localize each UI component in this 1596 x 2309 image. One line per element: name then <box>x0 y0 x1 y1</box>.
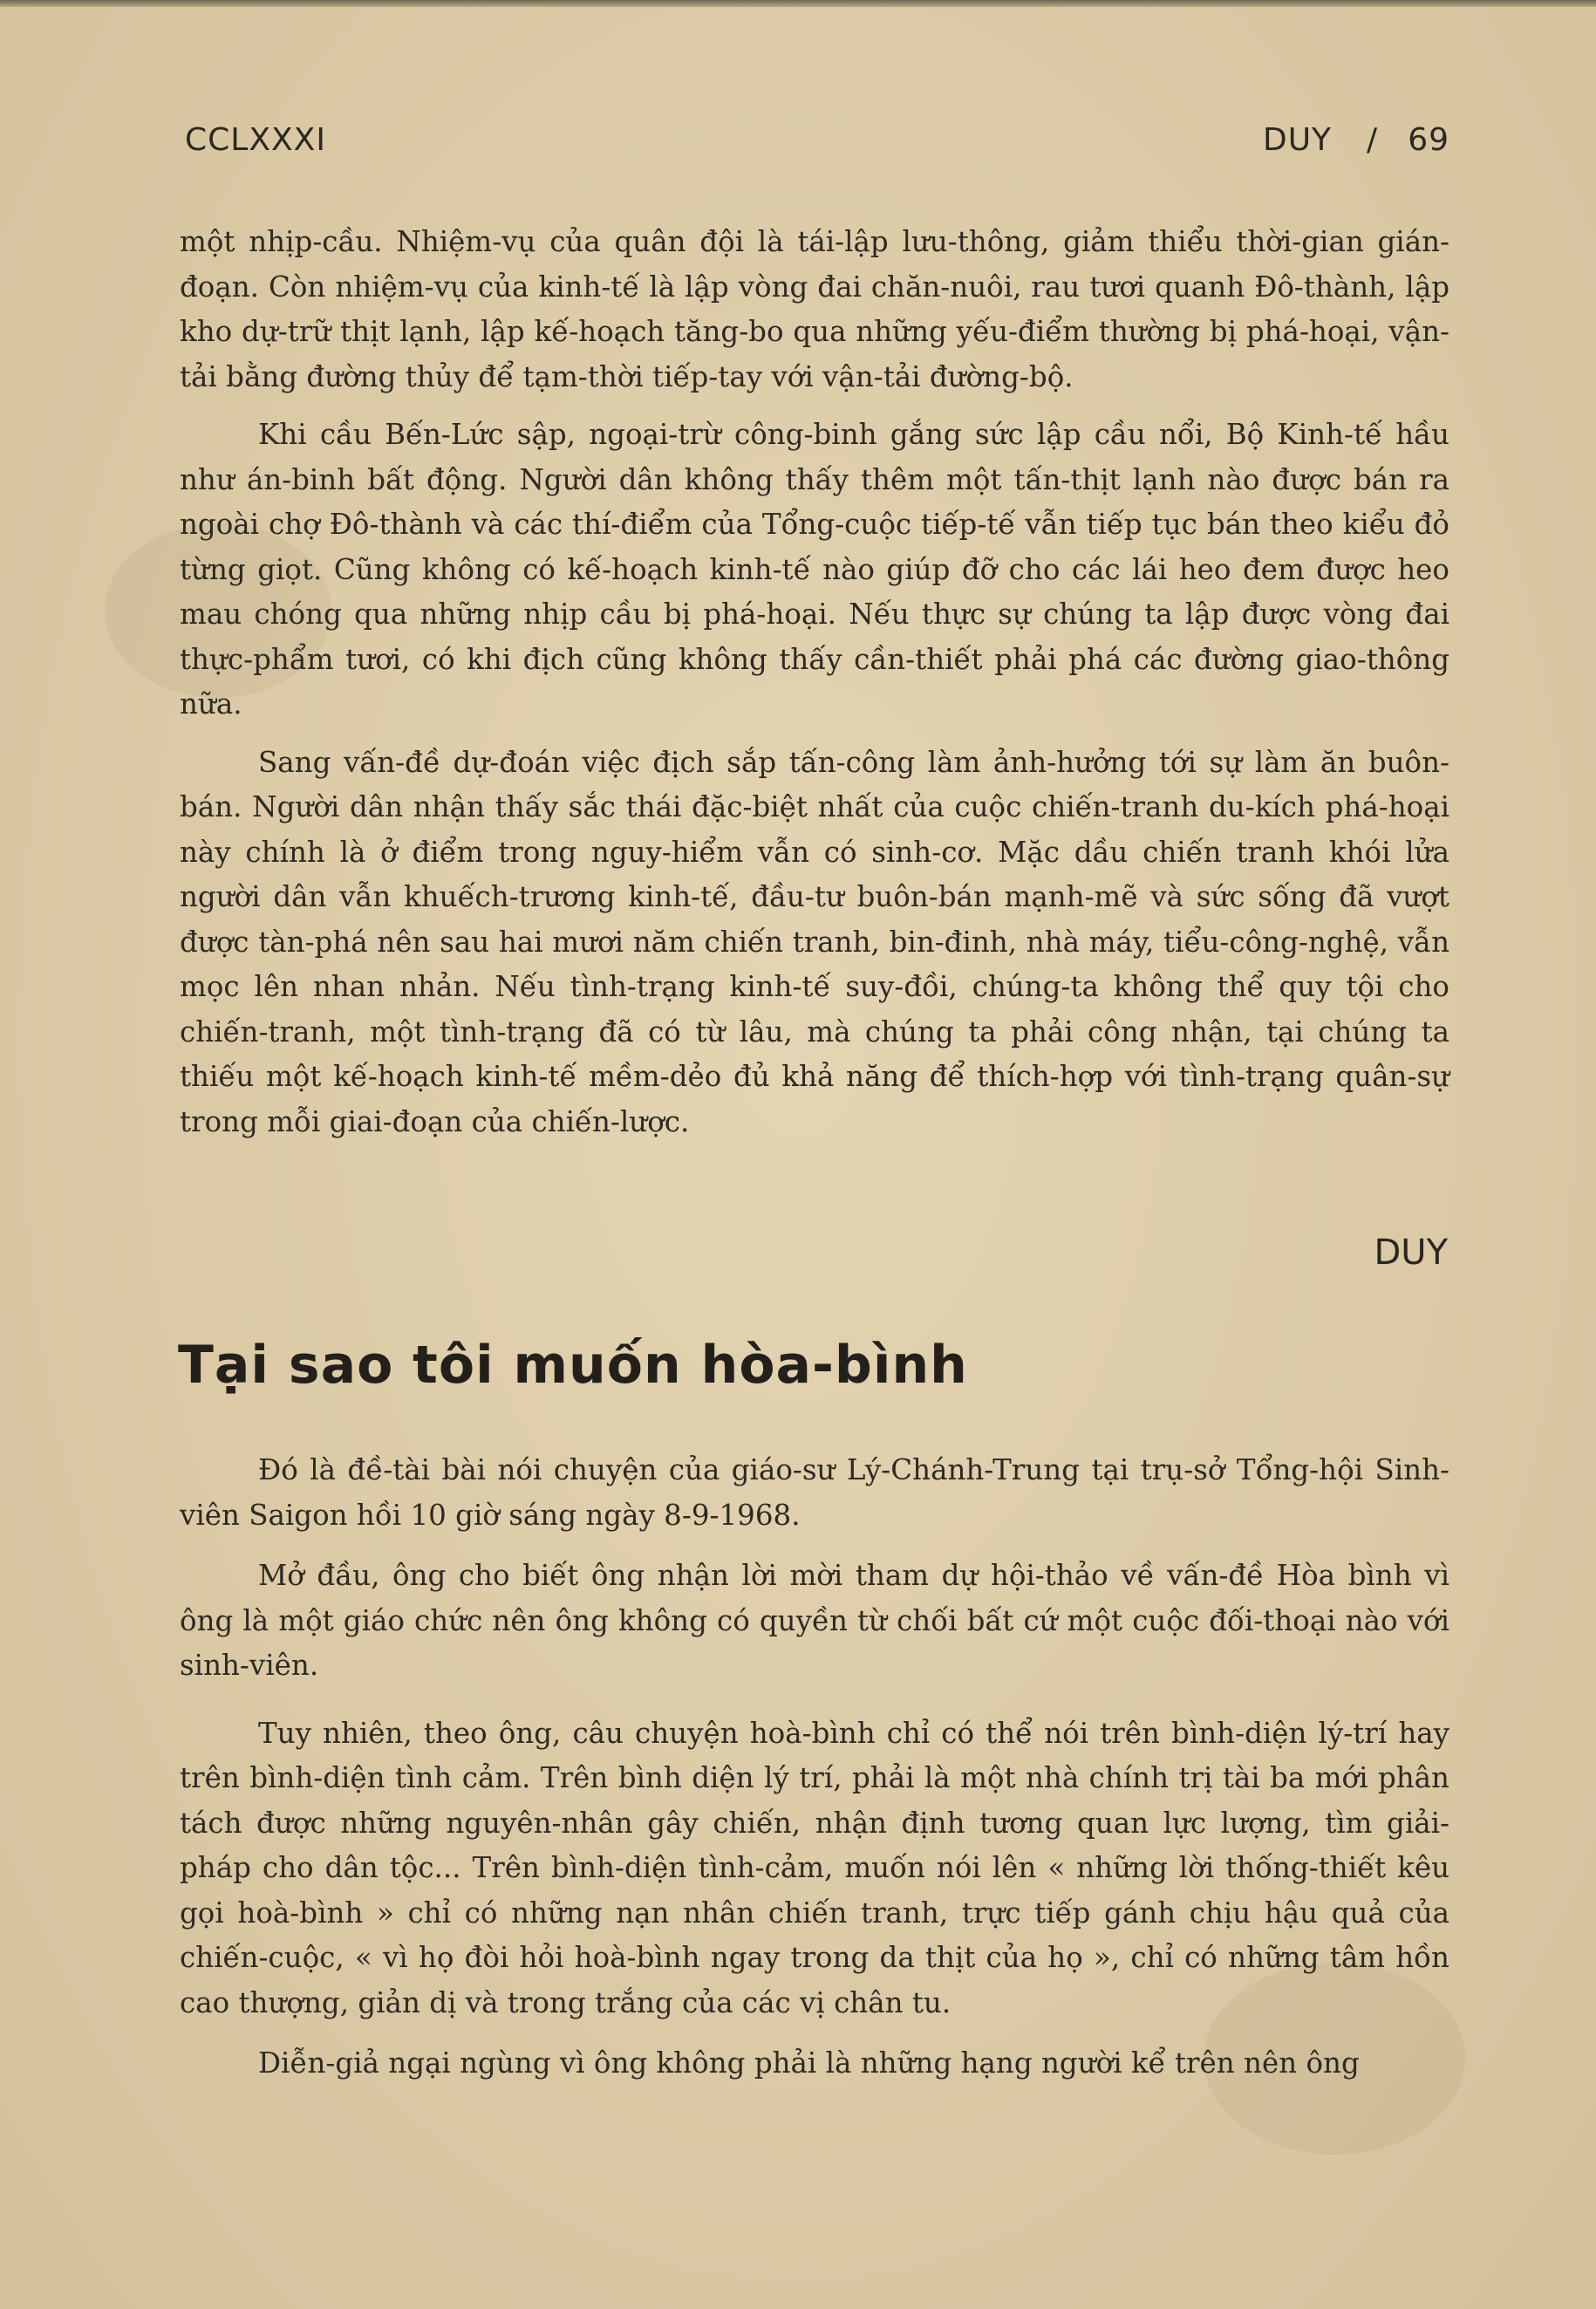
paragraph: một nhịp-cầu. Nhiệm-vụ của quân đội là tái-lập lưu-thông, giảm thiểu thời-gian gián-đoạn. Còn nhiệm-vụ của kinh-tế là lập vòng đai chăn-nuôi, rau tươi quanh Đô-thành, lập kho dự-trữ thịt lạnh, lập kế-hoạch tăng-bo qua những yếu-điểm thường bị phá-hoại, vận-tải bằng đường thủy để tạm-thời tiếp-tay với vận-tải đường-bộ. <box>180 225 1449 393</box>
new-article-body <box>180 1448 1449 2087</box>
running-header <box>185 122 1449 166</box>
paragraph: Đó là đề-tài bài nói chuyện của giáo-sư Lý-Chánh-Trung tại trụ-sở Tổng-hội Sinh-viên Saigon hồi 10 giờ sáng ngày 8-9-1968. <box>180 1453 1449 1532</box>
header-right <box>1263 122 1449 158</box>
header-author: DUY <box>1262 122 1333 158</box>
header-separator: / <box>1367 122 1379 158</box>
issue-number: CCLXXXI <box>185 122 326 158</box>
previous-article-body <box>180 220 1449 1144</box>
paragraph: Sang vấn-đề dự-đoán việc địch sắp tấn-công làm ảnh-hưởng tới sự làm ăn buôn-bán. Người dân nhận thấy sắc thái đặc-biệt nhất của cuộc chiến-tranh du-kích phá-hoại này chính là ở điểm trong nguy-hiểm vẫn có sinh-cơ. Mặc dầu chiến tranh khói lửa người dân vẫn khuếch-trương kinh-tế, đầu-tư buôn-bán mạnh-mẽ và sức sống đã vượt được tàn-phá nên sau hai mươi năm chiến tranh, bin-đinh, nhà máy, tiểu-công-nghệ, vẫn mọc lên nhan nhản. Nếu tình-trạng kinh-tế suy-đồi, chúng-ta không thể quy tội cho chiến-tranh, một tình-trạng đã có từ lâu, mà chúng ta phải công nhận, tại chúng ta thiếu một kế-hoạch kinh-tế mềm-dẻo đủ khả năng để thích-hợp với tình-trạng quân-sự trong mỗi giai-đoạn của chiến-lược. <box>180 745 1449 1138</box>
page-number: 69 <box>1408 122 1449 158</box>
paragraph: Khi cầu Bến-Lức sập, ngoại-trừ công-binh gắng sức lập cầu nổi, Bộ Kinh-tế hầu như án-binh bất động. Người dân không thấy thêm một tấn-thịt lạnh nào được bán ra ngoài chợ Đô-thành và các thí-điểm của Tổng-cuộc tiếp-tế vẫn tiếp tục bán theo kiểu đỏ từng giọt. Cũng không có kế-hoạch kinh-tế nào giúp đỡ cho các lái heo đem được heo mau chóng qua những nhịp cầu bị phá-hoại. Nếu thực sự chúng ta lập được vòng đai thực-phẩm tươi, có khi địch cũng không thấy cần-thiết phải phá các đường giao-thông nữa. <box>180 418 1449 721</box>
page-top-edge <box>0 0 1596 7</box>
paragraph: Diễn-giả ngại ngùng vì ông không phải là những hạng người kể trên nên ông <box>258 2046 1360 2080</box>
paragraph: Tuy nhiên, theo ông, câu chuyện hoà-bình chỉ có thể nói trên bình-diện lý-trí hay trên bình-diện tình cảm. Trên bình diện lý trí, phải là một nhà chính trị tài ba mới phân tách được những nguyên-nhân gây chiến, nhận định tương quan lực lượng, tìm giải-pháp cho dân tộc... Trên bình-diện tình-cảm, muốn nói lên « những lời thống-thiết kêu gọi hoà-bình » chỉ có những nạn nhân chiến tranh, trực tiếp gánh chịu hậu quả của chiến-cuộc, « vì họ đòi hỏi hoà-bình ngay trong da thịt của họ », chỉ có những tâm hồn cao thượng, giản dị và trong trắng của các vị chân tu. <box>180 1716 1449 2019</box>
article-title: Tại sao tôi muốn hòa-bình <box>178 1335 968 1396</box>
author-signature: DUY <box>1374 1233 1448 1273</box>
paragraph: Mở đầu, ông cho biết ông nhận lời mời tham dự hội-thảo về vấn-đề Hòa bình vì ông là một giáo chức nên ông không có quyền từ chối bất cứ một cuộc đối-thoại nào với sinh-viên. <box>180 1559 1449 1682</box>
